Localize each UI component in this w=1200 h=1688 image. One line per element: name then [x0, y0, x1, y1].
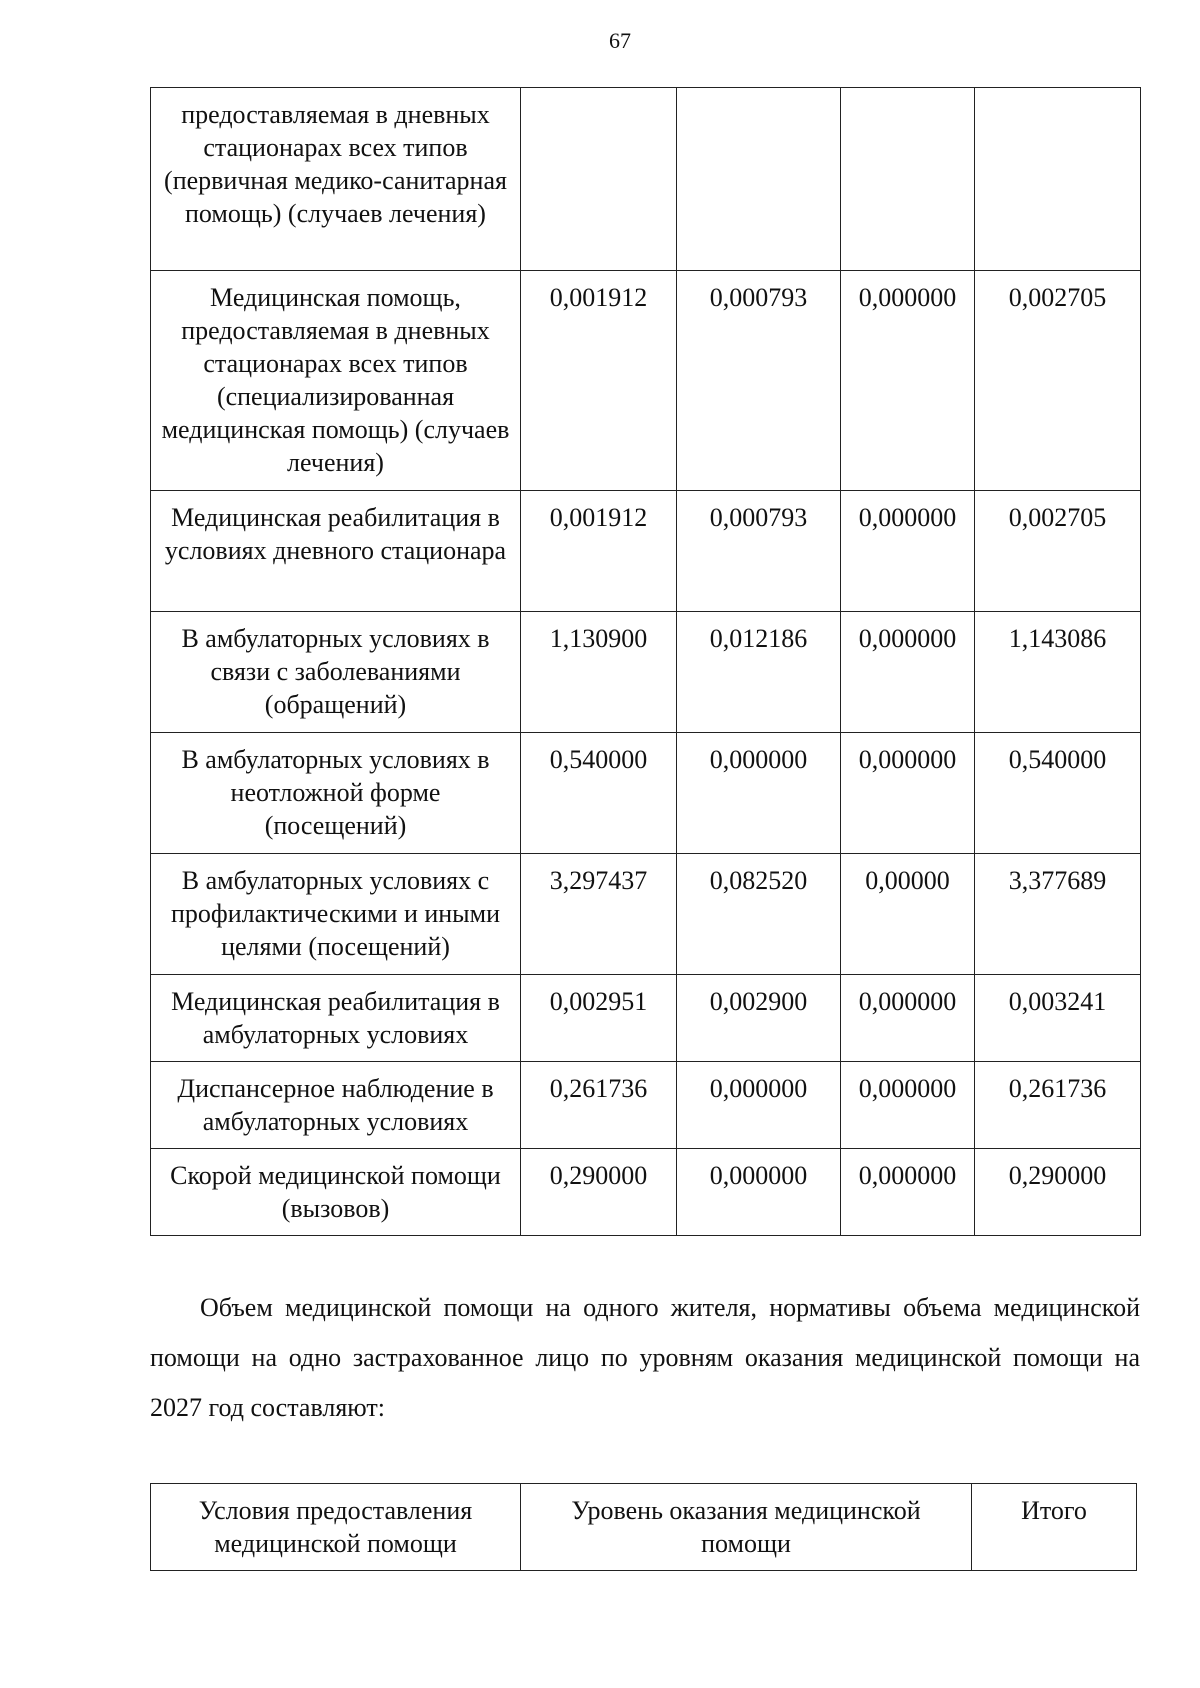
row-label: В амбулаторных условиях в связи с заболеваниями (обращений): [151, 612, 521, 733]
value-cell: 0,002900: [677, 975, 841, 1062]
value-cell: 0,000000: [841, 1149, 975, 1236]
value-cell: 0,00000: [841, 854, 975, 975]
value-cell: 0,000000: [841, 733, 975, 854]
value-cell: 0,000000: [677, 1149, 841, 1236]
value-cell: 0,012186: [677, 612, 841, 733]
value-cell: 0,000000: [841, 1062, 975, 1149]
value-cell: [975, 88, 1141, 271]
page-number: 67: [609, 28, 631, 53]
value-cell: 0,082520: [677, 854, 841, 975]
value-cell: 0,290000: [975, 1149, 1141, 1236]
value-cell: 0,000000: [841, 491, 975, 612]
value-cell: 0,261736: [521, 1062, 677, 1149]
value-cell: 0,002705: [975, 491, 1141, 612]
table-row: [151, 854, 1141, 975]
value-cell: [677, 88, 841, 271]
row-label: В амбулаторных условиях с профилактическими и иными целями (посещений): [151, 854, 521, 975]
value-cell: [841, 88, 975, 271]
value-cell: 0,000793: [677, 491, 841, 612]
value-cell: 0,000000: [677, 1062, 841, 1149]
row-label: Медицинская реабилитация в амбулаторных условиях: [151, 975, 521, 1062]
bottom-table: [150, 1483, 1137, 1571]
table-row: [151, 271, 1141, 491]
table-row: [151, 975, 1141, 1062]
row-label: предоставляемая в дневных стационарах всех типов (первичная медико-санитарная помощь) (случаев лечения): [151, 88, 521, 271]
value-cell: 0,540000: [521, 733, 677, 854]
row-label: Диспансерное наблюдение в амбулаторных условиях: [151, 1062, 521, 1149]
table-row: [151, 733, 1141, 854]
table-row: [151, 612, 1141, 733]
table-header-row: [151, 1484, 1137, 1571]
value-cell: 0,540000: [975, 733, 1141, 854]
value-cell: [521, 88, 677, 271]
column-header: Итого: [972, 1484, 1137, 1571]
column-header: Уровень оказания медицинской помощи: [521, 1484, 972, 1571]
table-row: [151, 1149, 1141, 1236]
value-cell: 0,261736: [975, 1062, 1141, 1149]
value-cell: 3,297437: [521, 854, 677, 975]
value-cell: 0,290000: [521, 1149, 677, 1236]
value-cell: 0,000000: [841, 612, 975, 733]
value-cell: 0,002705: [975, 271, 1141, 491]
value-cell: 0,000000: [841, 271, 975, 491]
row-label: В амбулаторных условиях в неотложной форме (посещений): [151, 733, 521, 854]
value-cell: 0,002951: [521, 975, 677, 1062]
value-cell: 0,001912: [521, 491, 677, 612]
top-table: [150, 87, 1141, 1236]
table-row: [151, 1062, 1141, 1149]
value-cell: 0,003241: [975, 975, 1141, 1062]
value-cell: 1,143086: [975, 612, 1141, 733]
row-label: Медицинская реабилитация в условиях дневного стационара: [151, 491, 521, 612]
table-row: [151, 88, 1141, 271]
value-cell: 0,000000: [677, 733, 841, 854]
value-cell: 0,000793: [677, 271, 841, 491]
column-header: Условия предоставления медицинской помощи: [151, 1484, 521, 1571]
body-paragraph: Объем медицинской помощи на одного жителя, нормативы объема медицинской помощи на одно застрахованное лицо по уровням оказания медицинской помощи на 2027 год составляют:: [150, 1293, 1140, 1422]
value-cell: 0,001912: [521, 271, 677, 491]
row-label: Скорой медицинской помощи (вызовов): [151, 1149, 521, 1236]
value-cell: 0,000000: [841, 975, 975, 1062]
row-label: Медицинская помощь, предоставляемая в дневных стационарах всех типов (специализированная медицинская помощь) (случаев лечения): [151, 271, 521, 491]
value-cell: 1,130900: [521, 612, 677, 733]
value-cell: 3,377689: [975, 854, 1141, 975]
table-row: [151, 491, 1141, 612]
